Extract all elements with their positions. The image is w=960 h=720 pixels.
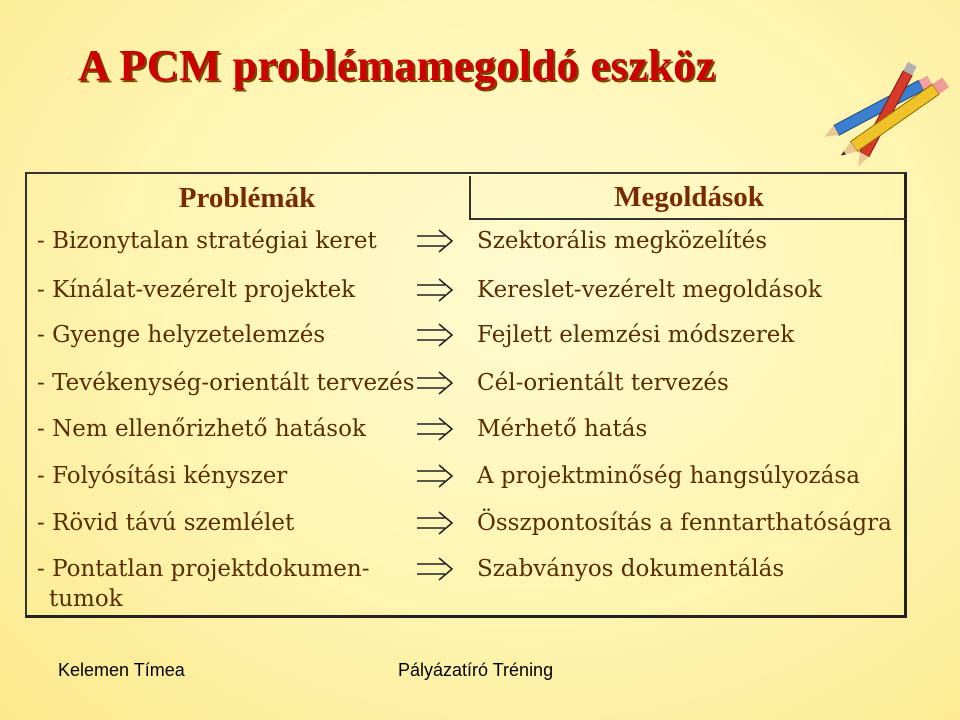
- problem-text: - Gyenge helyzetelemzés: [37, 322, 326, 348]
- problem-text: - Kínálat-vezérelt projektek: [37, 277, 356, 303]
- pencils-icon: [818, 48, 958, 168]
- problem-text: - Bizonytalan stratégiai keret: [37, 228, 377, 254]
- solutions-header: Megoldások: [469, 176, 907, 220]
- solution-text: A projektminőség hangsúlyozása: [477, 463, 860, 489]
- comparison-table: [25, 172, 907, 618]
- footer-author: Kelemen Tímea: [58, 660, 185, 680]
- implies-arrow-icon: [415, 556, 455, 582]
- implies-arrow-icon: [415, 370, 455, 396]
- table-row: [27, 275, 907, 315]
- implies-arrow-icon: [415, 463, 455, 489]
- table-row: [27, 508, 907, 548]
- problem-text: - Rövid távú szemlélet: [37, 510, 295, 536]
- table-row: [27, 414, 907, 454]
- footer-event: Pályázatíró Tréning: [398, 660, 554, 680]
- implies-arrow-icon: [415, 277, 455, 303]
- implies-arrow-icon: [415, 510, 455, 536]
- table-row: [27, 320, 907, 360]
- solution-text: Szabványos dokumentálás: [477, 556, 785, 582]
- problems-header: Problémák: [178, 181, 316, 214]
- table-row: [27, 368, 907, 408]
- table-row: [27, 554, 907, 616]
- problem-text: - Pontatlan projektdokumen- tumok: [37, 556, 370, 612]
- solution-text: Összpontosítás a fenntarthatóságra: [477, 510, 892, 536]
- problem-text: - Tevékenység-orientált tervezés: [37, 370, 415, 396]
- problem-text: - Nem ellenőrizhető hatások: [37, 416, 366, 442]
- solution-text: Fejlett elemzési módszerek: [477, 322, 795, 348]
- table-row: [27, 226, 907, 266]
- implies-arrow-icon: [415, 416, 455, 442]
- implies-arrow-icon: [415, 322, 455, 348]
- solution-text: Cél-orientált tervezés: [477, 370, 729, 396]
- table-row: [27, 461, 907, 501]
- solution-text: Szektorális megközelítés: [477, 228, 768, 254]
- problem-text: - Folyósítási kényszer: [37, 463, 288, 489]
- implies-arrow-icon: [415, 228, 455, 254]
- page-title: A PCM problémamegoldó eszköz: [78, 41, 716, 90]
- solution-text: Kereslet-vezérelt megoldások: [477, 277, 822, 303]
- solution-text: Mérhető hatás: [477, 416, 648, 442]
